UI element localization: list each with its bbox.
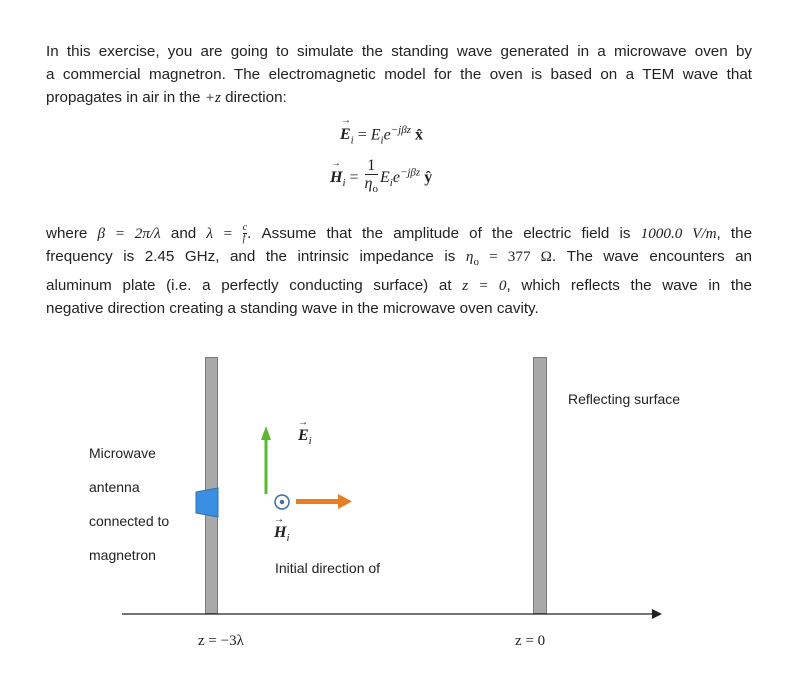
body-l3-a: aluminum plate (i.e. a perfectly conducting surface) at (46, 277, 463, 295)
body-l3-z: z = 0 (462, 277, 507, 295)
eq-h-den: η (364, 175, 373, 192)
z-right-label: z = 0 (515, 633, 546, 649)
eq-e-exp-base: e (383, 126, 391, 144)
body-l1-amp: 1000.0 V/m (640, 225, 717, 242)
body-l1-c: , the (716, 225, 753, 242)
intro-line-1: In this exercise, you are going to simulate the standing wave generated in a microwave oven by (46, 43, 752, 60)
body-l2-eta-sub: o (473, 256, 479, 269)
h-field-label (274, 524, 290, 544)
eq-e-rhs-E: E (370, 126, 381, 144)
z-axis-arrowhead (652, 609, 662, 619)
eq-e-eq: = (353, 126, 371, 144)
body-l1-and: and (160, 225, 207, 242)
body-line-4: negative direction creating a standing wave in the microwave oven cavity. (46, 300, 539, 318)
body-l2-eta: η (465, 248, 474, 265)
e-field-label-sub: i (308, 435, 312, 448)
eq-h-num: 1 (365, 158, 378, 175)
body-l1-lambda: λ = (206, 225, 243, 242)
e-field-label (298, 427, 312, 447)
body-l3-b: , which reflects the wave in the (506, 277, 752, 295)
antenna-label-2: antenna (89, 479, 140, 495)
body-l1-beta: β = 2π/λ (97, 225, 161, 242)
intro-line-3-pre: propagates in air in the (46, 89, 205, 106)
eq-e-exp: −jβz (390, 124, 411, 136)
h-field-dot (280, 500, 284, 504)
eq-h-exp: −jβz (399, 166, 421, 179)
eq-h-den-sub: o (372, 183, 378, 196)
eq-h-lhs: → H (330, 169, 342, 186)
z-left-label: z = −3λ (198, 633, 244, 649)
body-l1-b: . Assume that the amplitude of the electric field is (247, 225, 641, 242)
initial-direction-label: Initial direction of (275, 560, 381, 576)
intro-line-2: a commercial magnetron. The electromagnetic model for the oven is based on a TEM wave that (46, 66, 752, 83)
body-l1-frac-num: c (242, 222, 248, 234)
reflecting-surface-label: Reflecting surface (568, 391, 681, 407)
eq-e-lhs: → E (340, 126, 351, 143)
antenna-label-4: magnetron (89, 547, 156, 563)
eq-h-E: E (379, 168, 390, 186)
body-l2-a: frequency is 2.45 GHz, and the intrinsic impedance is (46, 248, 466, 265)
antenna-label-3: connected to (89, 513, 170, 529)
propagation-arrowhead (338, 494, 352, 509)
eq-h-E-sub: i (389, 176, 393, 189)
antenna-icon (196, 488, 218, 517)
intro-line-3-post: direction: (220, 89, 287, 106)
e-field-arrowhead (261, 426, 271, 440)
body-l2-eta-val: = 377 Ω (478, 248, 552, 265)
eq-h-dir: ŷ (424, 168, 433, 186)
eq-e-rhs-sub: i (380, 134, 384, 147)
intro-line-3-math: +z (204, 89, 221, 106)
eq-h-eq: = (345, 168, 363, 186)
body-l1-a: where (46, 225, 98, 242)
eq-h-lhs-sub: i (342, 176, 346, 189)
body-l2-b: . The wave encounters an (551, 248, 753, 265)
e-field-label-text: E (298, 427, 309, 444)
eq-h-exp-base: e (392, 168, 400, 186)
h-field-label-sub: i (286, 532, 290, 545)
h-field-label-text: H (274, 524, 287, 541)
antenna-label-1: Microwave (89, 445, 156, 461)
eq-e-lhs-sub: i (350, 134, 354, 147)
eq-e-dir: x̂ (414, 126, 423, 144)
propagation-arrow-shaft (296, 499, 338, 504)
body-l1-frac-den: f (242, 233, 246, 245)
